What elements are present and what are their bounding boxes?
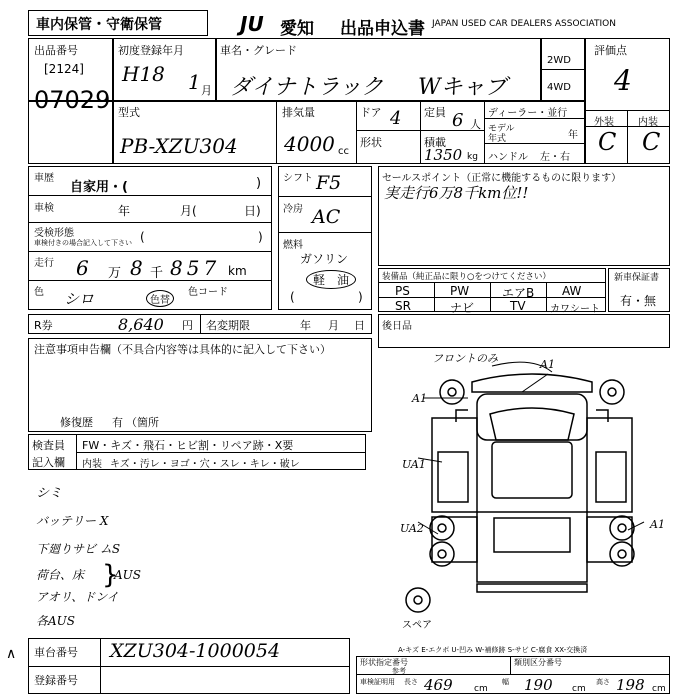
inspector-row2: キズ・汚レ・ヨゴ・穴・スレ・キレ・破レ	[110, 459, 300, 470]
spare-label: スペア	[402, 620, 432, 631]
note-aus: AUS	[114, 568, 141, 582]
notes-label: 注意事項申告欄（不具合内容等は具体的に記入して下さい）	[34, 343, 331, 356]
equipment-label: 装備品（純正品に限り○をつけてください）	[382, 272, 551, 282]
color-code-label: 色コード	[188, 287, 228, 298]
equip-navi: ナビ	[450, 301, 475, 315]
first-reg-month-unit: 月	[201, 84, 212, 97]
dims-cert: 車検証明用	[360, 678, 395, 686]
dims-ref: 参考	[392, 667, 406, 675]
score-int-label: 内装	[638, 117, 658, 128]
dealer-year: 年式	[488, 134, 507, 144]
note-bracket: }	[102, 560, 119, 590]
dims-class: 類別区分番号	[514, 658, 562, 667]
lot-sub: [2124]	[44, 62, 84, 76]
shift-value: F5	[316, 172, 342, 194]
inspection-year: 年	[118, 204, 131, 218]
dims-width: 190	[524, 676, 553, 694]
association-name: JAPAN USED CAR DEALERS ASSOCIATION	[432, 19, 616, 29]
chassis-value: XZU304-1000054	[110, 640, 281, 662]
first-reg-month: 1	[188, 70, 201, 94]
shift-label: シフト	[283, 173, 313, 184]
pickup-label: 受検形態	[34, 228, 74, 239]
capacity-label: 定員	[424, 106, 446, 119]
ac-label: 冷房	[283, 204, 303, 215]
load-label: 積載	[424, 136, 446, 149]
car-name-label: 車名・グレード	[220, 44, 297, 57]
name-change-year: 年	[300, 319, 311, 332]
inspection-day: 日)	[244, 204, 261, 218]
pickup-close: )	[258, 230, 263, 244]
model-label: 型式	[118, 106, 140, 119]
score-ext-label: 外装	[594, 117, 614, 128]
handle-label: ハンドル	[488, 152, 528, 163]
equip-pw: PW	[450, 284, 470, 298]
color-change: 色替	[146, 290, 174, 307]
warranty-label: 新車保証書	[614, 273, 660, 283]
recycle-unit: 円	[182, 319, 193, 332]
a1-right: A1	[650, 518, 665, 531]
dealer-year-unit: 年	[568, 130, 578, 141]
dims-len-label: 長さ	[404, 678, 418, 686]
rear-item-label: 後日品	[382, 321, 412, 332]
equip-airbag: エアB	[502, 286, 535, 300]
inspection-label: 車検	[34, 203, 54, 214]
color-value: シロ	[64, 290, 95, 308]
color-label: 色	[34, 287, 44, 298]
displacement-unit: cc	[338, 146, 349, 157]
score-value: 4	[614, 64, 632, 97]
ua1-left: UA1	[402, 458, 426, 471]
fuel-diesel: 軽 油	[306, 270, 356, 289]
sales-point-value: 実走行6万8千km位!!	[384, 184, 529, 202]
doors-value: 4	[390, 108, 402, 129]
displacement-label: 排気量	[282, 106, 315, 119]
rear-item-block	[378, 314, 670, 348]
recycle-value: 8,640	[118, 315, 164, 334]
ua2-left: UA2	[400, 522, 424, 535]
sales-point-label: セールスポイント（正常に機能するものに限ります）	[382, 173, 622, 184]
mileage-unit: km	[228, 264, 247, 278]
mileage-label: 走行	[34, 258, 54, 269]
repair-label: 修復歴	[60, 416, 93, 429]
storage-label: 車内保管・守衛保管	[36, 17, 162, 33]
mileage-d1: 6	[76, 256, 89, 280]
name-change-month: 月	[328, 319, 339, 332]
note-each: 各AUS	[36, 614, 76, 628]
car-grade: Wキャブ	[418, 75, 507, 100]
reg-no-label: 登録番号	[34, 674, 78, 687]
dims-wid-unit: cm	[572, 684, 586, 694]
first-reg-year: H18	[122, 62, 165, 86]
mileage-u1: 万	[108, 266, 122, 281]
recycle-label: R券	[34, 319, 53, 332]
note-bed: 荷台、床	[36, 568, 85, 582]
lot-label: 出品番号	[34, 44, 78, 57]
equip-leather: カワシート	[550, 304, 600, 315]
doors-label: ドア	[360, 106, 382, 119]
repair-value: 有	[112, 416, 123, 429]
note-gate: アオリ、ドンイ	[36, 590, 119, 604]
lot-number: 07029	[34, 86, 111, 114]
pickup-note: 車検付きの場合記入して下さい	[34, 239, 132, 247]
history-value: 自家用・(	[70, 180, 128, 195]
dims-hei-unit: cm	[652, 684, 666, 694]
inspector-row1: FW・キズ・飛石・ヒビ割・リペア跡・X要	[82, 439, 294, 452]
inspector-label2: 記入欄	[32, 456, 65, 469]
inspection-month: 月(	[180, 204, 197, 218]
warranty-value: 有・無	[620, 294, 657, 308]
form-title: 出品申込書	[340, 19, 425, 39]
chassis-label: 車台番号	[34, 646, 78, 659]
history-label: 車歴	[34, 173, 54, 184]
score-ext: C	[598, 128, 617, 156]
score-label: 評価点	[594, 44, 627, 57]
equip-tv: TV	[510, 299, 526, 313]
fuel-gasoline: ガソリン	[300, 252, 349, 266]
aichi-label: 愛知	[280, 19, 314, 39]
dims-designated: 形状指定番号	[360, 658, 408, 667]
mileage-d3: 857	[170, 256, 221, 280]
car-name-value: ダイナトラック	[230, 75, 384, 100]
dims-len-unit: cm	[474, 684, 488, 694]
first-reg-label: 初度登録年月	[118, 44, 184, 57]
dims-wid-label: 幅	[502, 678, 509, 686]
ju-logo: JU	[240, 12, 264, 36]
ac-value: AC	[312, 206, 341, 228]
name-change-day: 日	[354, 319, 365, 332]
repair-close: （箇所	[126, 416, 159, 429]
capacity-value: 6	[452, 110, 464, 131]
front-note: フロントのみ	[432, 352, 498, 365]
drive-2wd: 2WD	[547, 55, 571, 66]
note-stain: シミ	[36, 486, 63, 501]
fuel-paren: (	[290, 290, 295, 304]
history-close: )	[256, 176, 262, 191]
note-underbody: 下廻りサビ ムS	[36, 542, 121, 556]
handle-opts: 左・右	[540, 152, 570, 163]
fuel-close: )	[358, 290, 363, 304]
score-int: C	[642, 128, 661, 156]
load-value: 1350	[424, 146, 463, 164]
capacity-unit: 人	[470, 118, 481, 131]
equip-sr: SR	[395, 299, 411, 313]
a1-top: A1	[540, 358, 555, 371]
dims-length: 469	[424, 676, 453, 694]
load-unit: kg	[467, 152, 478, 162]
displacement-value: 4000	[284, 132, 335, 156]
name-change-label: 名変期限	[206, 319, 250, 332]
drive-4wd: 4WD	[547, 82, 571, 93]
dims-height: 198	[616, 676, 645, 694]
inspector-label1: 検査員	[32, 439, 65, 452]
mileage-d2: 8	[130, 256, 143, 280]
equip-aw: AW	[562, 284, 582, 298]
fuel-label: 燃料	[283, 240, 303, 251]
dealer-label: ディーラー・並行	[488, 108, 568, 119]
model-value: PB-XZU304	[120, 134, 238, 158]
equip-ps: PS	[395, 284, 410, 298]
shape-label: 形状	[360, 136, 382, 149]
inspector-row2-label: 内装	[82, 459, 102, 470]
a1-left: A1	[412, 392, 427, 405]
note-battery: バッテリー X	[36, 514, 109, 528]
pickup-paren: (	[140, 230, 145, 244]
dealer-model: モデル	[488, 124, 515, 134]
dims-hei-label: 高さ	[596, 678, 610, 686]
legend: A-キズ E-エクボ U-凹み W-補修跡 S-サビ C-腐食 XX-交換済	[398, 646, 588, 654]
mileage-u2: 千	[150, 266, 164, 281]
check-mark: ∧	[6, 646, 17, 662]
